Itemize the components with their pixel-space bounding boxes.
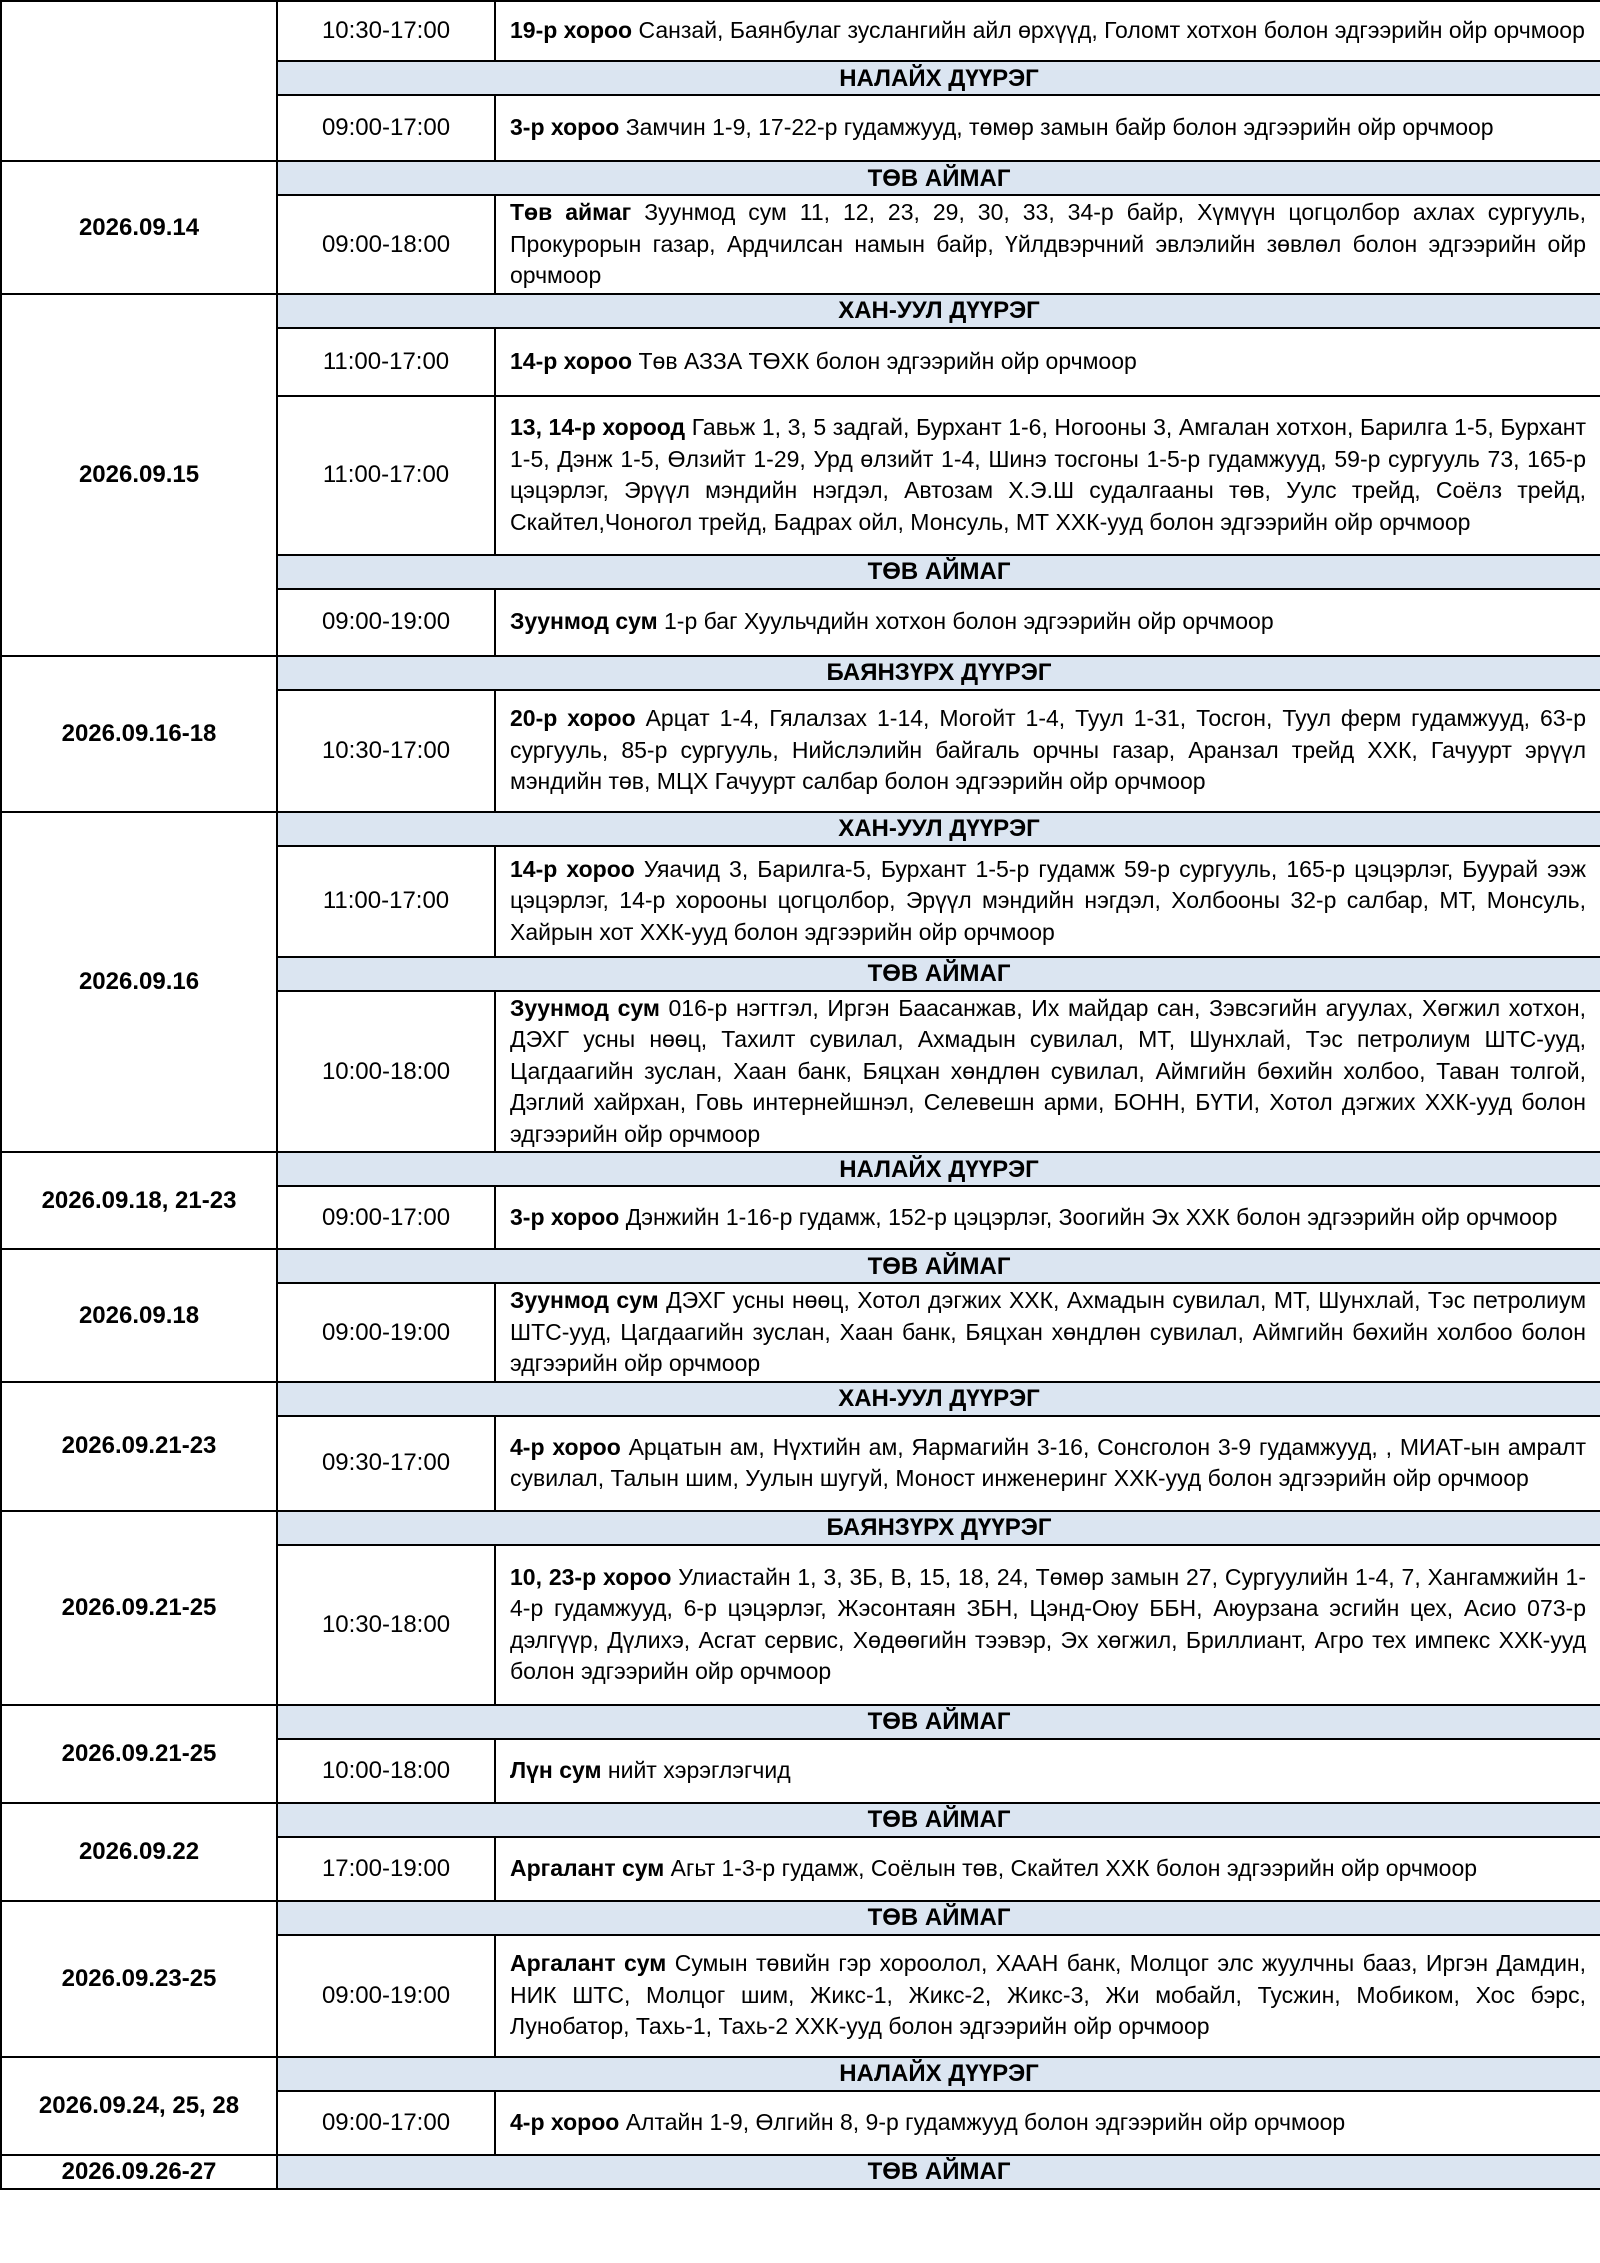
location-name: 19-р хороо xyxy=(510,17,633,44)
region-header: ТӨВ АЙМАГ xyxy=(277,1803,1600,1837)
area-description-cell xyxy=(495,1416,1600,1511)
area-description-cell xyxy=(495,846,1600,957)
time-cell: 09:00-18:00 xyxy=(277,195,495,294)
location-name: Аргалант сум xyxy=(510,1950,667,1977)
date-cell xyxy=(1,1,277,161)
region-row xyxy=(1,812,1600,846)
region-row xyxy=(1,2057,1600,2091)
area-description-cell xyxy=(495,690,1600,812)
area-description-cell xyxy=(495,1935,1600,2057)
area-details: ДЭХГ усны нөөц, Хотол дэгжих ХХК, Ахмадын сувилал, МТ, Шунхлай, Тэс петролиум ШТС-ууд, Цагдаагийн зуслан, Хаан банк, Бяцхан хөндлөн сувилал, Аймгийн бөхийн холбоо болон эдгээрийн ойр орчмоор xyxy=(510,1287,1587,1376)
location-name: 3-р хороо xyxy=(510,1203,620,1230)
location-name: 4-р хороо xyxy=(510,2108,620,2135)
location-name: Зуунмод сум xyxy=(510,608,658,635)
location-name: Зуунмод сум xyxy=(510,994,660,1021)
region-row xyxy=(1,2155,1600,2189)
time-cell: 11:00-17:00 xyxy=(277,396,495,555)
date-cell: 2026.09.16-18 xyxy=(1,656,277,812)
area-details: Арцат 1-4, Гялалзах 1-14, Могойт 1-4, Туул 1-31, Тосгон, Туул ферм гудамжууд, 63-р сургууль, 85-р сургууль, Нийслэлийн байгаль орчны газар, Аранзал трейд ХХК, Гачуурт эрүүл мэндийн төв, МЦХ Гачуурт салбар болон эдгээрийн ойр орчмоор xyxy=(510,705,1586,795)
region-row xyxy=(1,1901,1600,1935)
area-description-cell xyxy=(495,2091,1600,2155)
region-header: НАЛАЙХ ДҮҮРЭГ xyxy=(277,1152,1600,1186)
area-description-cell xyxy=(495,1,1600,61)
area-details: Дэнжийн 1-16-р гудамж, 152-р цэцэрлэг, Зоогийн Эх ХХК болон эдгээрийн ойр орчмоор xyxy=(625,1203,1558,1230)
time-cell: 09:00-19:00 xyxy=(277,589,495,656)
area-details: Сумын төвийн гэр хороолол, ХААН банк, Молцог элс жуулчны бааз, Иргэн Дамдин, НИК ШТС, Молцог шим, Жикс-1, Жикс-2, Жикс-3, Жи мобайл, Тусжин, Мобиком, Хос бэрс, Лунобатор, Тахь-1, Тахь-2 ХХК-ууд болон эдгээрийн ойр орчмоор xyxy=(510,1950,1587,2040)
region-header: ТӨВ АЙМАГ xyxy=(277,161,1600,195)
area-description-cell xyxy=(495,991,1600,1153)
date-cell: 2026.09.14 xyxy=(1,161,277,294)
area-description-cell xyxy=(495,589,1600,656)
time-cell: 09:00-17:00 xyxy=(277,1186,495,1249)
time-cell: 11:00-17:00 xyxy=(277,846,495,957)
time-cell: 10:30-17:00 xyxy=(277,1,495,61)
region-header: НАЛАЙХ ДҮҮРЭГ xyxy=(277,61,1600,95)
date-cell: 2026.09.21-23 xyxy=(1,1382,277,1511)
area-description-cell xyxy=(495,1739,1600,1803)
location-name: Аргалант сум xyxy=(510,1854,665,1881)
region-header: ТӨВ АЙМАГ xyxy=(277,1705,1600,1739)
region-row xyxy=(1,294,1600,328)
date-cell: 2026.09.15 xyxy=(1,294,277,656)
region-row xyxy=(1,1803,1600,1837)
area-details: Арцатын ам, Нүхтийн ам, Яармагийн 3-16, Сонсголон 3-9 гудамжууд, , МИАТ-ын амралт сувилал, Талын шим, Уулын шугуй, Моност инженеринг ХХК-ууд болон эдгээрийн ойр орчмоор xyxy=(510,1433,1587,1491)
location-name: 14-р хороо xyxy=(510,855,635,882)
region-row xyxy=(1,1152,1600,1186)
area-details: Санзай, Баянбулаг зуслангийн айл өрхүүд, Голомт хотхон болон эдгээрийн ойр орчмоор xyxy=(638,17,1585,44)
area-details: Гавьж 1, 3, 5 задгай, Бурхант 1-6, Ногооны 3, Амгалан хотхон, Барилга 1-5, Бурхант 1-5, Дэнж 1-5, Өлзийт 1-29, Урд өлзийт 1-4, Шинэ тосгоны 1-5-р гудамжууд, 59-р сургууль 73, 165-р цэцэрлэг, Эрүүл мэндийн нэгдэл, Автозам Х.Э.Ш судалгааны төв, Уулс трейд, Соёлз трейд, Скайтел,Чоногол трейд, Бадрах ойл, Монсуль, МТ ХХК-ууд болон эдгээрийн ойр орчмоор xyxy=(510,414,1586,535)
area-description-cell xyxy=(495,328,1600,396)
area-details: Зуунмод сум 11, 12, 23, 29, 30, 33, 34-р байр, Хүмүүн цогцолбор ахлах сургууль, Прокурорын газар, Ардчилсан намын байр, Үйлдвэрчний эвлэлийн зөвлөл болон эдгээрийн ойр орчмоор xyxy=(510,199,1587,288)
region-header: ХАН-УУЛ ДҮҮРЭГ xyxy=(277,294,1600,328)
area-details: Замчин 1-9, 17-22-р гудамжууд, төмөр замын байр болон эдгээрийн ойр орчмоор xyxy=(625,114,1494,141)
area-details: 016-р нэгтгэл, Иргэн Баасанжав, Их майдар сан, Зэвсэгийн агуулах, Хөгжил хотхон, ДЭХГ усны нөөц, Тахилт сувилал, Ахмадын сувилал, МТ, Шунхлай, Тэс петролиум ШТС-ууд, Цагдаагийн зуслан, Хаан банк, Бяцхан хөндлөн сувилал, Аймгийн бөхийн холбоо, Таван толгой, Дэглий хайрхан, Говь интернейшнэл, Селевешн арми, БОНН, БҮТИ, Хотол дэгжих ХХК-ууд болон эдгээрийн ойр орчмоор xyxy=(510,994,1586,1147)
schedule-row xyxy=(1,1,1600,61)
time-cell: 09:00-17:00 xyxy=(277,95,495,161)
area-details: нийт хэрэглэгчид xyxy=(607,1756,791,1783)
date-cell: 2026.09.26-27 xyxy=(1,2155,277,2189)
date-cell: 2026.09.22 xyxy=(1,1803,277,1901)
area-description-cell xyxy=(495,396,1600,555)
location-name: Зуунмод сум xyxy=(510,1287,659,1313)
region-header: БАЯНЗҮРХ ДҮҮРЭГ xyxy=(277,656,1600,690)
time-cell: 10:30-17:00 xyxy=(277,690,495,812)
region-row xyxy=(1,1382,1600,1416)
area-details: Алтайн 1-9, Өлгийн 8, 9-р гудамжууд болон эдгээрийн ойр орчмоор xyxy=(625,2108,1346,2135)
time-cell: 09:00-19:00 xyxy=(277,1935,495,2057)
area-details: Улиастайн 1, 3, 3Б, В, 15, 18, 24, Төмөр замын 27, Сургуулийн 1-4, 7, Хангамжийн 1-4-р гудамжууд, 6-р цэцэрлэг, Жэсонтаян ЗБН, Цэнд-Оюу ББН, Аюурзана эсгийн цех, Асио 073-р дэлгүүр, Дүлихэ, Асгат сервис, Хөдөөгийн тээвэр, Эх хөгжил, Бриллиант, Агро тех импекс ХХК-ууд болон эдгээрийн ойр орчмоор xyxy=(510,1563,1586,1684)
area-details: Уяачид 3, Барилга-5, Бурхант 1-5-р гудамж 59-р сургууль, 165-р цэцэрлэг, Буурай ээж цэцэрлэг, 14-р хорооны цогцолбор, Эрүүл мэндийн нэгдэл, Холбооны 32-р салбар, МТ, Монсуль, Хайрын хот ХХК-ууд болон эдгээрийн ойр орчмоор xyxy=(510,855,1587,945)
region-header: ТӨВ АЙМАГ xyxy=(277,555,1600,589)
area-details: Төв АЗЗА ТӨХК болон эдгээрийн ойр орчмоор xyxy=(638,347,1137,374)
region-header: ТӨВ АЙМАГ xyxy=(277,1249,1600,1283)
area-details: Агьт 1-3-р гудамж, Соёлын төв, Скайтел ХХК болон эдгээрийн ойр орчмоор xyxy=(670,1854,1478,1881)
region-row xyxy=(1,161,1600,195)
location-name: 20-р хороо xyxy=(510,705,636,732)
time-cell: 09:30-17:00 xyxy=(277,1416,495,1511)
location-name: Төв аймаг xyxy=(510,199,632,225)
area-description-cell xyxy=(495,95,1600,161)
schedule-body xyxy=(1,1,1600,2189)
area-description-cell xyxy=(495,1837,1600,1901)
time-cell: 17:00-19:00 xyxy=(277,1837,495,1901)
time-cell: 10:00-18:00 xyxy=(277,1739,495,1803)
location-name: 13, 14-р хороод xyxy=(510,414,686,440)
region-header: БАЯНЗҮРХ ДҮҮРЭГ xyxy=(277,1511,1600,1545)
time-cell: 09:00-19:00 xyxy=(277,1283,495,1382)
location-name: 10, 23-р хороо xyxy=(510,1563,672,1590)
region-header: ХАН-УУЛ ДҮҮРЭГ xyxy=(277,1382,1600,1416)
location-name: 3-р хороо xyxy=(510,114,620,141)
date-cell: 2026.09.21-25 xyxy=(1,1511,277,1705)
region-row xyxy=(1,1705,1600,1739)
location-name: Лүн сум xyxy=(510,1756,602,1783)
date-cell: 2026.09.21-25 xyxy=(1,1705,277,1803)
location-name: 4-р хороо xyxy=(510,1433,621,1460)
region-header: ХАН-УУЛ ДҮҮРЭГ xyxy=(277,812,1600,846)
area-description-cell xyxy=(495,1186,1600,1249)
location-name: 14-р хороо xyxy=(510,347,633,374)
time-cell: 10:00-18:00 xyxy=(277,991,495,1153)
time-cell: 11:00-17:00 xyxy=(277,328,495,396)
region-header: НАЛАЙХ ДҮҮРЭГ xyxy=(277,2057,1600,2091)
date-cell: 2026.09.18, 21-23 xyxy=(1,1152,277,1249)
region-row xyxy=(1,656,1600,690)
area-description-cell xyxy=(495,1283,1600,1382)
region-header: ТӨВ АЙМАГ xyxy=(277,2155,1600,2189)
region-header: ТӨВ АЙМАГ xyxy=(277,1901,1600,1935)
date-cell: 2026.09.18 xyxy=(1,1249,277,1382)
area-details: 1-р баг Хуульчдийн хотхон болон эдгээрийн ойр орчмоор xyxy=(664,608,1274,635)
date-cell: 2026.09.16 xyxy=(1,812,277,1153)
date-cell: 2026.09.24, 25, 28 xyxy=(1,2057,277,2155)
time-cell: 10:30-18:00 xyxy=(277,1545,495,1705)
date-cell: 2026.09.23-25 xyxy=(1,1901,277,2057)
region-row xyxy=(1,1249,1600,1283)
time-cell: 09:00-17:00 xyxy=(277,2091,495,2155)
area-description-cell xyxy=(495,1545,1600,1705)
region-row xyxy=(1,1511,1600,1545)
region-header: ТӨВ АЙМАГ xyxy=(277,957,1600,991)
area-description-cell xyxy=(495,195,1600,294)
